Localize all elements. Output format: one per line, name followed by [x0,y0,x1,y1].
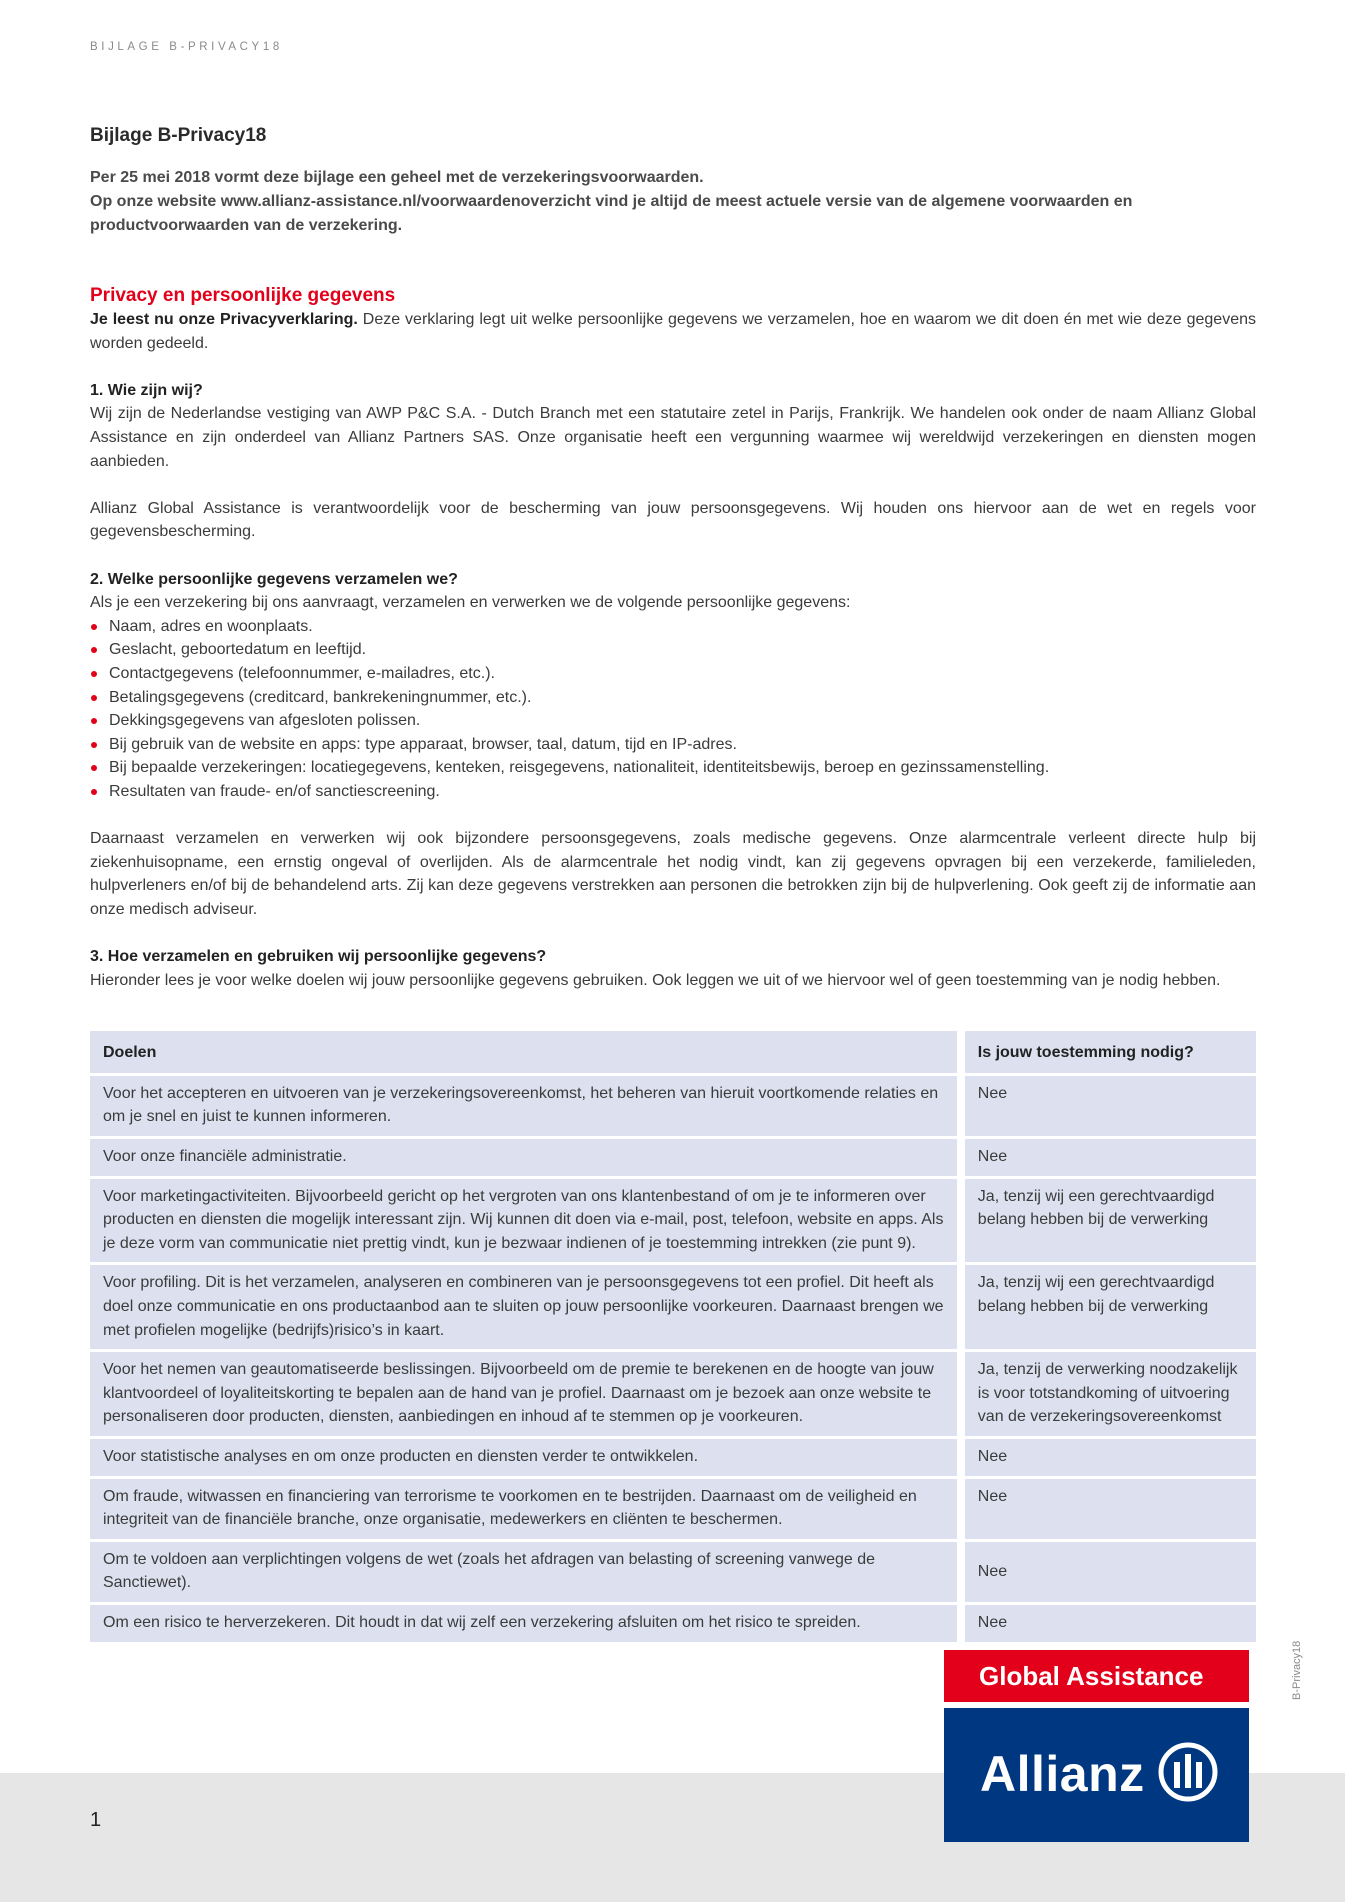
purpose-cell: Voor profiling. Dit is het verzamelen, analyseren en combineren van je persoonsgegevens tot een profiel. Dit heeft als doel onze communicatie en ons productaanbod aan te sluiten op jouw persoonlijke voorkeuren. Daarnaast brengen we met profielen mogelijke (bedrijfs)risico’s in kaart. [90,1265,957,1349]
list-item [90,638,1256,662]
privacy-heading: Privacy en persoonlijke gegevens [90,285,396,306]
list-item-text: Dekkingsgegevens van afgesloten polissen. [109,712,421,730]
consent-cell: Nee [965,1479,1256,1539]
list-item [90,662,1256,686]
list-item [90,756,1256,780]
consent-cell: Nee [965,1605,1256,1642]
table-row [90,1139,1256,1176]
bullet-icon [91,718,97,724]
side-label: B-Privacy18 [1291,1640,1303,1700]
privacy-lead [90,308,1256,355]
bullet-icon [91,647,97,653]
list-item-text: Naam, adres en woonplaats. [109,617,313,635]
intro-line-2: Op onze website www.allianz-assistance.nl/voorwaardenoverzicht vind je altijd de meest actuele versie van de algemene voorwaarden en productvoorwaarden van de verzekering. [90,193,1133,234]
bullet-icon [91,624,97,630]
section-1-para-1: Wij zijn de Nederlandse vestiging van AWP P&C S.A. - Dutch Branch met een statutaire zetel in Parijs, Frankrijk. We handelen ook onder de naam Allianz Global Assistance en zijn onderdeel van Allianz Partners SAS. Onze organisatie heeft een vergunning waarmee wij wereldwijd verzekeringen en diensten mogen aanbieden. [90,405,1256,470]
allianz-logo [944,1708,1249,1842]
table-header-row [90,1031,1256,1073]
table-row [90,1076,1256,1136]
list-item-text: Bij bepaalde verzekeringen: locatiegegevens, kenteken, reisgegevens, nationaliteit, identiteitsbewijs, beroep en gezinssamenstelling. [109,759,1050,777]
bullet-icon [91,695,97,701]
table-row [90,1542,1256,1602]
bullet-icon [91,765,97,771]
section-1-heading: 1. Wie zijn wij? [90,381,203,399]
purposes-table [90,1028,1256,1644]
logo-global-assistance [944,1650,1249,1702]
table-row [90,1179,1256,1263]
bullet-icon [91,671,97,677]
section-2-lead: Als je een verzekering bij ons aanvraagt, verzamelen en verwerken we de volgende persoonlijke gegevens: [90,594,851,612]
table-row [90,1352,1256,1436]
list-item [90,615,1256,639]
list-item-text: Geslacht, geboortedatum en leeftijd. [109,641,367,659]
consent-cell: Ja, tenzij de verwerking noodzakelijk is voor totstandkoming of uitvoering van de verzekeringsovereenkomst [965,1352,1256,1436]
list-item-text: Bij gebruik van de website en apps: type apparaat, browser, taal, datum, tijd en IP-adres. [109,735,737,753]
intro-line-1: Per 25 mei 2018 vormt deze bijlage een geheel met de verzekeringsvoorwaarden. [90,169,704,186]
table-row [90,1605,1256,1642]
document-title: Bijlage B-Privacy18 [90,125,267,146]
table-row [90,1265,1256,1349]
list-item [90,780,1256,804]
section-2-heading: 2. Welke persoonlijke gegevens verzamelen we? [90,570,458,588]
bullet-icon [91,742,97,748]
table-header-purposes: Doelen [90,1031,957,1073]
document-body [90,123,1256,1645]
consent-cell: Nee [965,1139,1256,1176]
allianz-eagle-icon [1156,1740,1220,1804]
section-1-para-2: Allianz Global Assistance is verantwoordelijk voor de bescherming van jouw persoonsgegevens. Wij houden ons hiervoor aan de wet en regels voor gegevensbescherming. [90,499,1256,541]
table-row [90,1439,1256,1476]
privacy-lead-bold: Je leest nu onze Privacyverklaring. [90,311,358,328]
list-item-text: Contactgegevens (telefoonnummer, e-mailadres, etc.). [109,664,495,682]
section-3-lead: Hieronder lees je voor welke doelen wij jouw persoonlijke gegevens gebruiken. Ook leggen we uit of we hiervoor wel of geen toestemming van je nodig hebben. [90,971,1221,989]
list-item-text: Resultaten van fraude- en/of sanctiescreening. [109,782,440,800]
purpose-cell: Om fraude, witwassen en financiering van terrorisme te voorkomen en te bestrijden. Daarnaast om de veiligheid en integriteit van de financiële branche, onze organisatie, medewerkers en cliënten te beschermen. [90,1479,957,1539]
consent-cell: Ja, tenzij wij een gerechtvaardigd belang hebben bij de verwerking [965,1179,1256,1263]
consent-cell: Nee [965,1542,1256,1602]
purpose-cell: Voor marketingactiviteiten. Bijvoorbeeld gericht op het vergroten van ons klantenbestand of om je te informeren over producten en diensten die mogelijk interessant zijn. Wij kunnen dit doen via e-mail, post, telefoon, website en apps. Als je deze vorm van communicatie niet prettig vindt, kun je bezwaar indienen of je toestemming intrekken (zie punt 9). [90,1179,957,1263]
section-2-para: Daarnaast verzamelen en verwerken wij ook bijzondere persoonsgegevens, zoals medische gegevens. Onze alarmcentrale verleent directe hulp bij ziekenhuisopname, een ernstig ongeval of overlijden. Als de alarmcentrale het nodig vindt, kan zij gegevens opvragen bij een verzekerde, familieleden, hulpverleners en/of bij de behandelend arts. Zij kan deze gegevens verstrekken aan personen die betrokken zijn bij de hulpverlening. Ook geeft zij de informatie aan onze medisch adviseur. [90,830,1256,918]
running-head: BIJLAGE B-PRIVACY18 [90,41,283,53]
section-3-heading: 3. Hoe verzamelen en gebruiken wij persoonlijke gegevens? [90,948,547,966]
logo-global-assistance-text: Global Assistance [979,1661,1204,1691]
purpose-cell: Voor het accepteren en uitvoeren van je verzekeringsovereenkomst, het beheren van hieruit voortkomende relaties en om je snel en juist te kunnen informeren. [90,1076,957,1136]
consent-cell: Nee [965,1439,1256,1476]
table-row [90,1479,1256,1539]
list-item [90,709,1256,733]
table-header-consent: Is jouw toestemming nodig? [965,1031,1256,1073]
consent-cell: Ja, tenzij wij een gerechtvaardigd belang hebben bij de verwerking [965,1265,1256,1349]
allianz-wordmark: Allianz [980,1746,1145,1802]
intro [90,166,1256,238]
purpose-cell: Voor het nemen van geautomatiseerde beslissingen. Bijvoorbeeld om de premie te berekenen en de hoogte van jouw klantvoordeel of loyaliteitskorting te bepalen aan de hand van je profiel. Daarnaast om je bezoek aan onze website te personaliseren door producten, diensten, aanbiedingen en inhoud af te stemmen op je voorkeuren. [90,1352,957,1436]
consent-cell: Nee [965,1076,1256,1136]
purpose-cell: Om te voldoen aan verplichtingen volgens de wet (zoals het afdragen van belasting of screening vanwege de Sanctiewet). [90,1542,957,1602]
purpose-cell: Voor statistische analyses en om onze producten en diensten verder te ontwikkelen. [90,1439,957,1476]
list-item [90,686,1256,710]
page-number: 1 [90,1809,102,1831]
purpose-cell: Voor onze financiële administratie. [90,1139,957,1176]
bullet-icon [91,789,97,795]
data-types-list [90,615,1256,804]
list-item-text: Betalingsgegevens (creditcard, bankrekeningnummer, etc.). [109,688,532,706]
list-item [90,733,1256,757]
purpose-cell: Om een risico te herverzekeren. Dit houdt in dat wij zelf een verzekering afsluiten om het risico te spreiden. [90,1605,957,1642]
privacy-lead-text: Deze verklaring legt uit welke persoonlijke gegevens we verzamelen, hoe en waarom we dit doen én met wie deze gegevens worden gedeeld. [90,311,1257,352]
